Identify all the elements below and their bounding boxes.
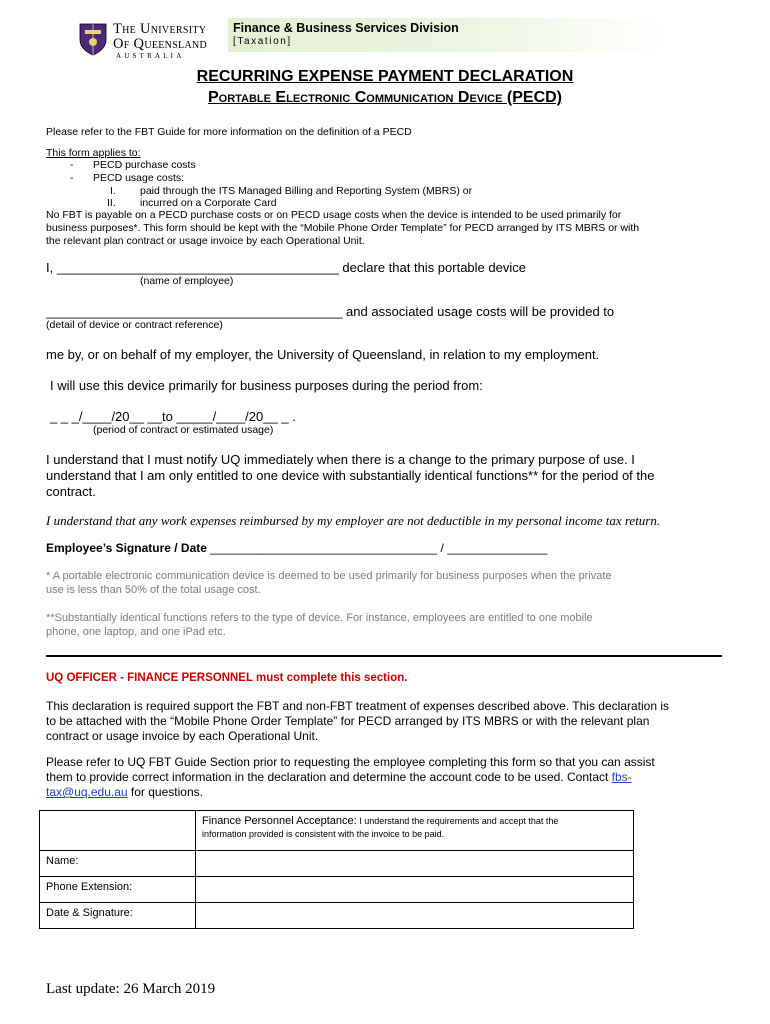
intro-refer: Please refer to the FBT Guide for more information on the definition of a PECD [46, 126, 412, 138]
officer-heading: UQ OFFICER - FINANCE PERSONNEL must complete this section. [46, 672, 408, 684]
form-title: RECURRING EXPENSE PAYMENT DECLARATION [196, 68, 574, 85]
officer-para1-line1: This declaration is required support the FBT and non-FBT treatment of expenses described above. This declaration is [46, 699, 670, 713]
officer-para2-line1: Please refer to UQ FBT Guide Section prior to requesting the employee completing this form so that you can assist [46, 755, 655, 769]
understand-line2: understand that I am only entitled to one device with substantially identical functions** for the period of the [46, 468, 655, 483]
acceptance-text-1: I understand the requirements and accept that the [356, 816, 559, 826]
note-2-line1: **Substantially identical functions refers to the type of device. For instance, employees are entitled to one mobile [46, 612, 593, 624]
applies-item-2: PECD usage costs: [93, 172, 185, 184]
officer-para1-line3: contract or usage invoice by each Operational Unit. [46, 729, 319, 743]
last-update: Last update: 26 March 2019 [46, 981, 216, 997]
form-subtitle: Portable Electronic Communication Device (PECD) [207, 89, 563, 106]
signature-label: Employee’s Signature / Date [46, 541, 207, 555]
declaration-line-purpose: I will use this device primarily for business purposes during the period from: [50, 378, 483, 393]
sub-item-2-number: II. [107, 197, 116, 209]
sub-item-2: incurred on a Corporate Card [140, 197, 277, 209]
sub-item-1-number: I. [110, 185, 116, 197]
email-link-part1[interactable]: fbs- [611, 770, 632, 784]
period-fields[interactable]: _ _ _/____/20__ __to _____/____/20__ _ . [50, 409, 296, 424]
employee-name-label: (name of employee) [140, 275, 234, 287]
acceptance-text-2: information provided is consistent with the invoice to be paid. [202, 829, 445, 839]
intro-paragraph-line2: business purposes*. This form should be kept with the “Mobile Phone Order Template” for PECD arranged by ITS MBRS or with [46, 222, 640, 234]
officer-para2-text: them to provide correct information in the declaration and determine the account code to be used. Contact [46, 770, 612, 784]
uq-crest-icon [78, 22, 108, 56]
university-name-line1: The University [113, 21, 207, 37]
signature-row[interactable] [46, 541, 547, 555]
intro-paragraph-line1: No FBT is payable on a PECD purchase costs or on PECD usage costs when the device is intended to be used primarily for [46, 209, 622, 221]
bullet-dash-1: - [70, 159, 74, 171]
note-1-line2: use is less than 50% of the total usage cost. [46, 584, 261, 596]
phone-input-cell[interactable] [196, 877, 634, 903]
officer-para2-line3 [46, 785, 203, 799]
period-label: (period of contract or estimated usage) [93, 424, 274, 436]
division-subtitle: [Taxation] [233, 36, 292, 47]
name-label-cell: Name: [40, 851, 196, 877]
note-1-line1: * A portable electronic communication device is deemed to be used primarily for business purposes when the private [46, 570, 612, 582]
acceptance-cell [196, 811, 634, 851]
officer-para1-line2: to be attached with the “Mobile Phone Order Template” for PECD arranged by ITS MBRS or with the relevant plan [46, 714, 650, 728]
understand-line3: contract. [46, 484, 96, 499]
acceptance-label: Finance Personnel Acceptance: [202, 815, 357, 827]
university-name-line2: Of Queensland [113, 36, 208, 52]
officer-para2-line2 [46, 770, 632, 784]
applies-item-1: PECD purchase costs [93, 159, 196, 171]
phone-label-cell: Phone Extension: [40, 877, 196, 903]
bullet-dash-2: - [70, 172, 74, 184]
table-corner-cell [40, 811, 196, 851]
intro-paragraph-line3: the relevant plan contract or usage invoice by each Operational Unit. [46, 235, 365, 247]
sub-item-1: paid through the ITS Managed Billing and Reporting System (MBRS) or [140, 185, 473, 197]
applies-heading: This form applies to: [46, 147, 141, 159]
finance-acceptance-table [39, 810, 634, 929]
officer-para2-end: for questions. [127, 785, 203, 799]
date-signature-input-cell[interactable] [196, 903, 634, 929]
understand-line1: I understand that I must notify UQ immediately when there is a change to the primary purpose of use. I [46, 452, 635, 467]
division-title: Finance & Business Services Division [233, 21, 459, 35]
date-signature-label-cell: Date & Signature: [40, 903, 196, 929]
device-detail-label: (detail of device or contract reference) [46, 319, 223, 331]
declaration-line-employer: me by, or on behalf of my employer, the University of Queensland, in relation to my employment. [46, 347, 600, 362]
name-input-cell[interactable] [196, 851, 634, 877]
note-2-line2: phone, one laptop, and one iPad etc. [46, 626, 226, 638]
declaration-line-employee[interactable]: I, _______________________________________ declare that this portable device [46, 260, 526, 275]
tax-deductible-statement: I understand that any work expenses reimbursed by my employer are not deductible in my personal income tax return. [46, 513, 661, 528]
email-link-part2[interactable]: tax@uq.edu.au [46, 785, 128, 799]
section-divider [46, 655, 722, 657]
declaration-line-device[interactable]: _________________________________________ and associated usage costs will be provided to [46, 304, 615, 319]
university-country: AUSTRALIA [116, 52, 185, 60]
signature-field[interactable]: __________________________________ / _______________ [206, 541, 548, 555]
